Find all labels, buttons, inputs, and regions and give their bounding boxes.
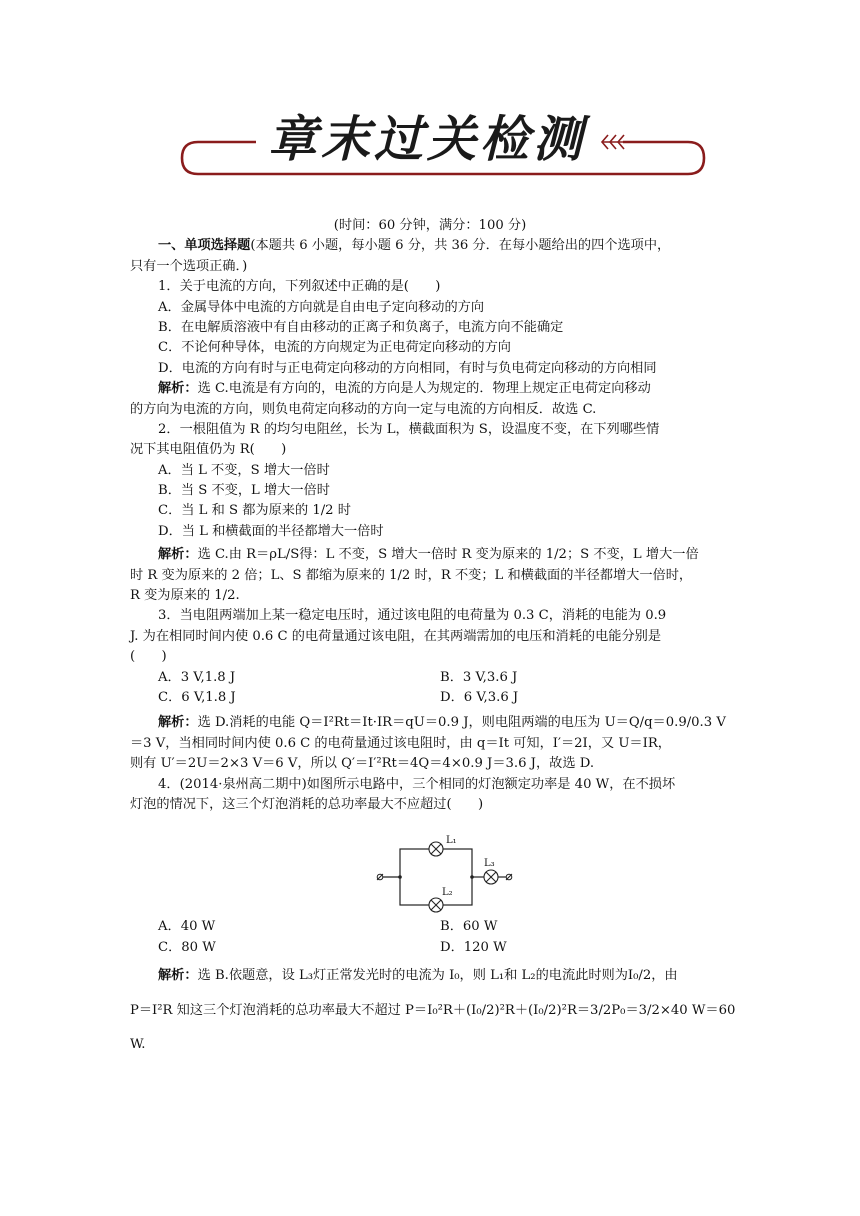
label-l1: L₁ (446, 835, 457, 847)
q4-answer (130, 966, 730, 986)
q4-option-d: D．120 W (440, 939, 507, 955)
q1-answer (130, 379, 730, 399)
q3-options-row1 (130, 668, 730, 688)
q1-answer-cont: 的方向为电流的方向，则负电荷定向移动的方向一定与电流的方向相反．故选 C. (130, 401, 597, 417)
answer-label: 解析： (158, 968, 198, 984)
q3-stem-cont: J. 为在相同时间内使 0.6 C 的电荷量通过该电阻，在其两端需加的电压和消耗的电能分别是 (130, 628, 662, 644)
q4-stem-cont: 灯泡的情况下，这三个灯泡消耗的总功率最大不应超过( ) (130, 796, 484, 812)
q3-answer-cont: ＝3 V，当相同时间内使 0.6 C 的电荷量通过该电阻时，由 q＝It 可知，I′＝2I，又 U＝IR， (130, 735, 671, 751)
junction-left-icon (398, 876, 402, 880)
q4-answer-cont2: W. (130, 1036, 146, 1052)
q1-option-d: D．电流的方向有时与正电荷定向移动的方向相同，有时与负电荷定向移动的方向相同 (158, 360, 657, 376)
q3-answer-text: 选 D.消耗的电能 Q＝I²Rt＝It·IR＝qU＝0.9 J，则电阻两端的电压为 U＝Q/q＝0.9/0.3 V (197, 715, 726, 731)
exam-meta: (时间：60 分钟，满分：100 分) (333, 218, 527, 233)
q4-answer-text: 选 B.依题意，设 L₃灯正常发光时的电流为 I₀，则 L₁和 L₂的电流此时则为I₀/2，由 (197, 968, 678, 984)
q4-option-c: C．80 W (158, 939, 216, 955)
section-desc-cont: 只有一个选项正确．) (130, 258, 248, 274)
q2-stem: 2．一根阻值为 R 的均匀电阻丝，长为 L，横截面积为 S，设温度不变，在下列哪些情 (158, 421, 660, 437)
q4-options-row1 (130, 917, 730, 937)
page-title: 章末过关检测 (268, 111, 587, 168)
label-l2: L₂ (442, 887, 453, 899)
lamp-l1-icon (429, 842, 443, 856)
terminal-left-icon (377, 874, 383, 880)
q4-options-row2 (130, 938, 730, 958)
q3-answer-cont2: 则有 U′＝2U＝2×3 V＝6 V，所以 Q′＝I′²Rt＝4Q＝4×0.9 J＝3.6 J，故选 D. (130, 756, 595, 772)
answer-label: 解析： (158, 547, 198, 563)
section-heading: 一、单项选择题 (158, 238, 251, 254)
q4-option-b: B．60 W (440, 919, 498, 935)
q3-option-b: B．3 V,3.6 J (440, 669, 518, 685)
arrow-decoration-icon (602, 135, 683, 149)
q1-stem: 1．关于电流的方向，下列叙述中正确的是( ) (158, 279, 441, 295)
q1-answer-text: 选 C.电流是有方向的，电流的方向是人为规定的．物理上规定正电荷定向移动 (197, 381, 651, 397)
section-intro (130, 236, 730, 256)
q3-option-c: C．6 V,1.8 J (158, 689, 236, 705)
q3-options-row2 (130, 688, 730, 708)
q1-option-b: B．在电解质溶液中有自由移动的正离子和负离子，电流方向不能确定 (158, 319, 564, 335)
q2-stem-cont: 况下其电阻值仍为 R( ) (130, 442, 287, 458)
q2-option-b: B．当 S 不变，L 增大一倍时 (158, 483, 330, 499)
answer-label: 解析： (158, 715, 198, 731)
junction-right-icon (470, 876, 474, 880)
q3-stem: 3．当电阻两端加上某一稳定电压时，通过该电阻的电荷量为 0.3 C，消耗的电能为 0.9 (158, 608, 667, 624)
q1-option-a: A．金属导体中电流的方向就是自由电子定向移动的方向 (158, 299, 485, 315)
q2-answer (130, 545, 730, 565)
document-body (130, 216, 736, 1055)
lamp-l3-icon (484, 870, 498, 884)
q2-answer-cont: 时 R 变为原来的 2 倍；L、S 都缩为原来的 1/2 时，R 不变；L 和横截面的半径都增大一倍时， (130, 567, 693, 583)
label-l3: L₃ (484, 858, 495, 870)
q3-stem-cont2: ( ) (130, 649, 167, 665)
lamp-l2-icon (429, 898, 443, 912)
q4-option-a: A．40 W (158, 919, 216, 935)
q2-option-c: C．当 L 和 S 都为原来的 1/2 时 (158, 503, 351, 519)
circuit-diagram (374, 833, 524, 913)
q4-stem: 4．(2014·泉州高二期中)如图所示电路中，三个相同的灯泡额定功率是 40 W，在不损坏 (158, 776, 676, 792)
terminal-right-icon (506, 874, 512, 880)
q3-option-d: D．6 V,3.6 J (440, 689, 519, 705)
q2-answer-text: 选 C.由 R＝ρL/S得：L 不变，S 增大一倍时 R 变为原来的 1/2；S 不变，L 增大一倍 (197, 547, 699, 563)
q1-option-c: C．不论何种导体，电流的方向规定为正电荷定向移动的方向 (158, 340, 511, 356)
q4-answer-cont: P＝I²R 知这三个灯泡消耗的总功率最大不超过 P＝I₀²R＋(I₀/2)²R＋(I₀/2)²R＝3/2P₀＝3/2×40 W＝60 (130, 1002, 736, 1018)
q2-option-d: D．当 L 和横截面的半径都增大一倍时 (158, 523, 384, 539)
answer-label: 解析： (158, 381, 198, 397)
section-desc: (本题共 6 小题，每小题 6 分，共 36 分．在每小题给出的四个选项中， (250, 238, 671, 254)
q3-option-a: A．3 V,1.8 J (158, 669, 236, 685)
q2-option-a: A．当 L 不变，S 增大一倍时 (158, 462, 330, 478)
q3-answer (130, 713, 730, 733)
q2-answer-cont2: R 变为原来的 1/2. (130, 588, 240, 604)
